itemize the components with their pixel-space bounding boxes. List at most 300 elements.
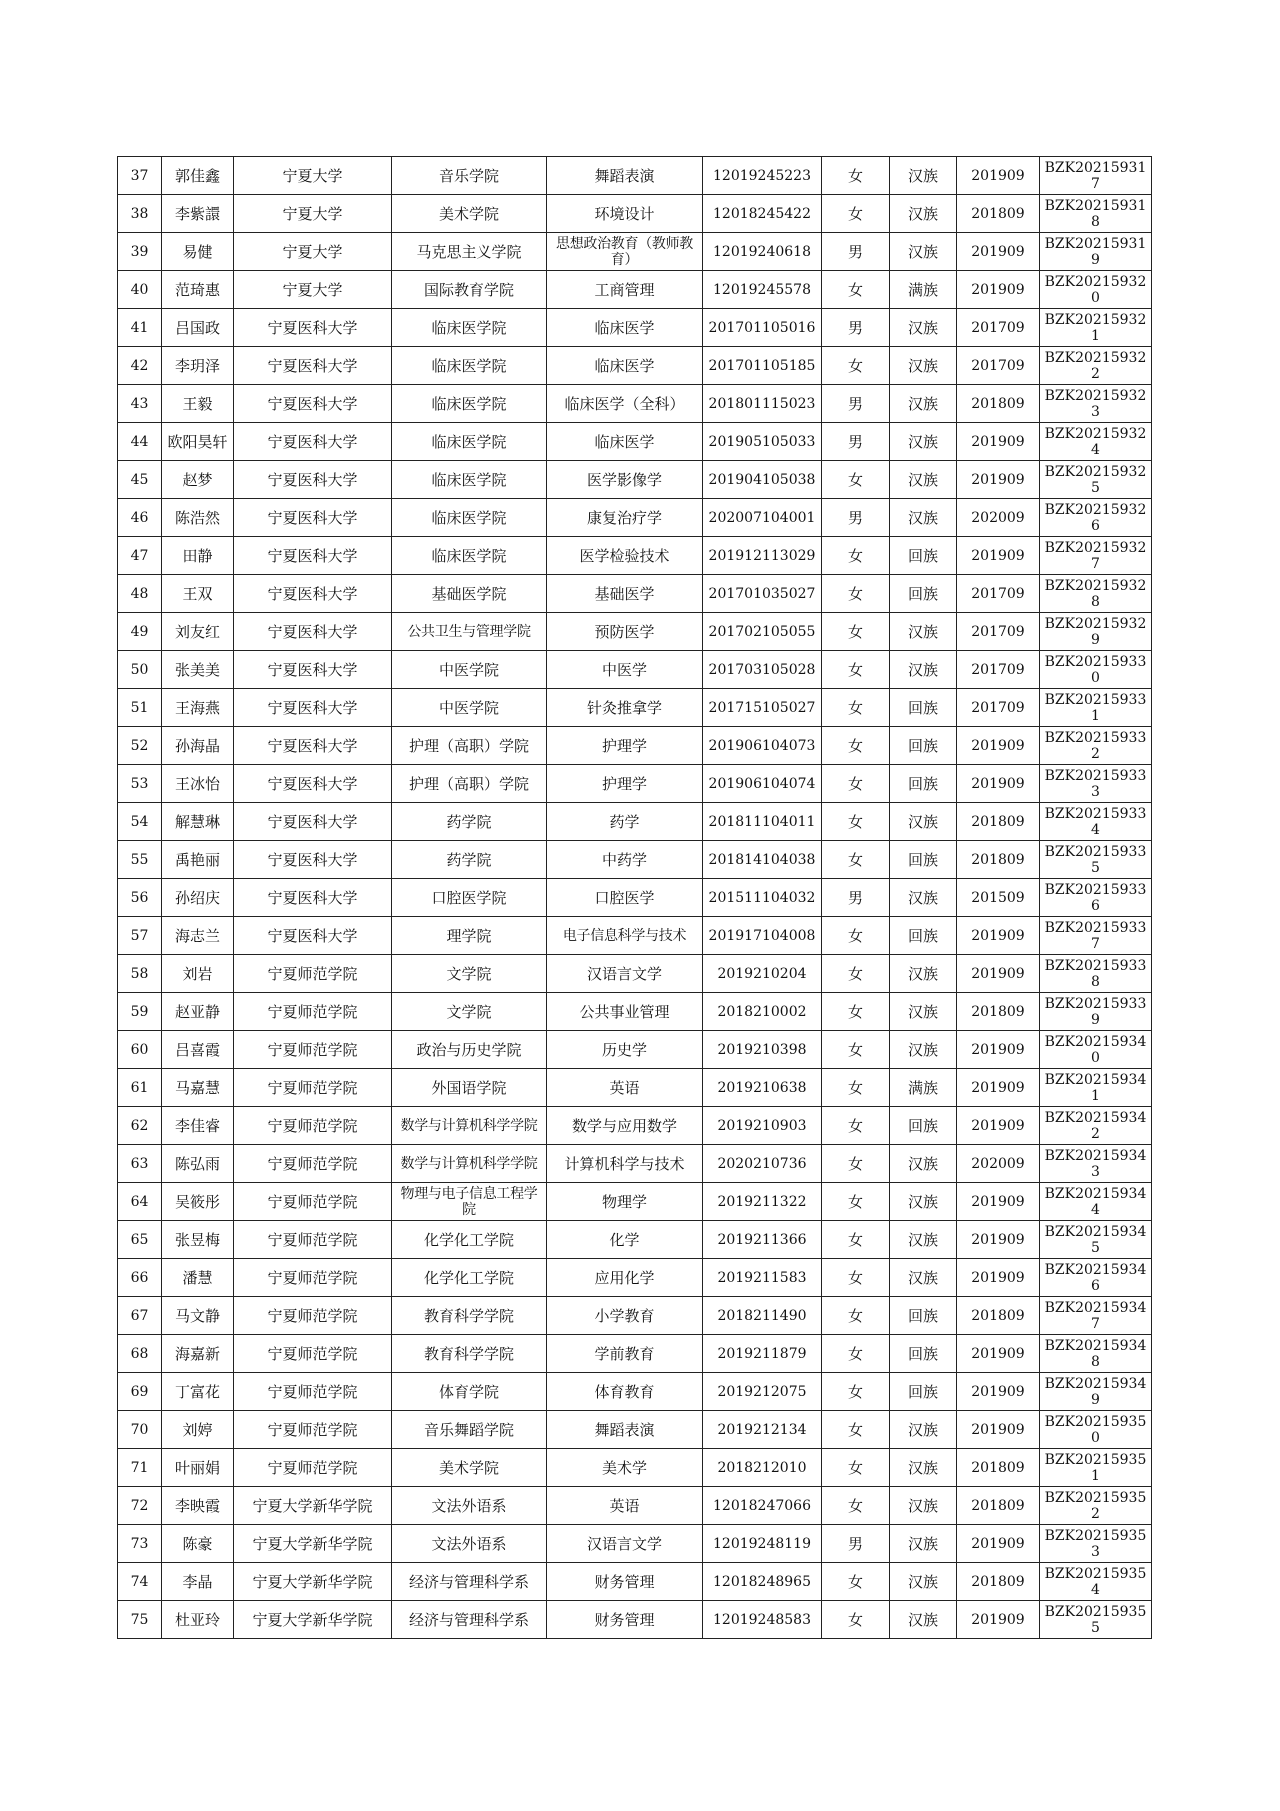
gender-cell: 女	[822, 803, 890, 841]
student-name-cell: 王双	[162, 575, 234, 613]
major-cell: 临床医学	[547, 347, 703, 385]
gender-cell: 男	[822, 385, 890, 423]
row-number-cell: 74	[118, 1563, 162, 1601]
major-cell: 康复治疗学	[547, 499, 703, 537]
major-cell: 医学检验技术	[547, 537, 703, 575]
major-cell: 思想政治教育（教师教育）	[547, 233, 703, 271]
student-name-cell: 孙绍庆	[162, 879, 234, 917]
table-row	[118, 385, 1152, 423]
certificate-number-cell: BZK202159355	[1040, 1601, 1152, 1639]
enrollment-date-cell: 201909	[957, 1107, 1040, 1145]
college-cell: 中医学院	[392, 651, 547, 689]
major-cell: 临床医学	[547, 309, 703, 347]
student-roster-table	[117, 156, 1152, 1639]
college-cell: 护理（高职）学院	[392, 765, 547, 803]
row-number-cell: 43	[118, 385, 162, 423]
table-row	[118, 537, 1152, 575]
ethnicity-cell: 汉族	[890, 879, 957, 917]
row-number-cell: 52	[118, 727, 162, 765]
row-number-cell: 38	[118, 195, 162, 233]
certificate-number-cell: BZK202159335	[1040, 841, 1152, 879]
student-name-cell: 郭佳鑫	[162, 157, 234, 195]
enrollment-date-cell: 201709	[957, 309, 1040, 347]
student-id-cell: 2020210736	[703, 1145, 822, 1183]
gender-cell: 男	[822, 423, 890, 461]
certificate-number-cell: BZK202159352	[1040, 1487, 1152, 1525]
college-cell: 临床医学院	[392, 537, 547, 575]
major-cell: 口腔医学	[547, 879, 703, 917]
table-row	[118, 689, 1152, 727]
college-cell: 临床医学院	[392, 385, 547, 423]
university-cell: 宁夏医科大学	[234, 461, 392, 499]
college-cell: 中医学院	[392, 689, 547, 727]
ethnicity-cell: 汉族	[890, 1221, 957, 1259]
enrollment-date-cell: 201809	[957, 841, 1040, 879]
ethnicity-cell: 汉族	[890, 233, 957, 271]
student-id-cell: 201814104038	[703, 841, 822, 879]
row-number-cell: 51	[118, 689, 162, 727]
gender-cell: 男	[822, 499, 890, 537]
table-row	[118, 195, 1152, 233]
ethnicity-cell: 回族	[890, 537, 957, 575]
certificate-number-cell: BZK202159324	[1040, 423, 1152, 461]
certificate-number-cell: BZK202159351	[1040, 1449, 1152, 1487]
gender-cell: 女	[822, 1259, 890, 1297]
university-cell: 宁夏师范学院	[234, 1107, 392, 1145]
enrollment-date-cell: 201909	[957, 917, 1040, 955]
gender-cell: 女	[822, 689, 890, 727]
table-row	[118, 1031, 1152, 1069]
row-number-cell: 40	[118, 271, 162, 309]
ethnicity-cell: 汉族	[890, 461, 957, 499]
college-cell: 教育科学学院	[392, 1297, 547, 1335]
row-number-cell: 45	[118, 461, 162, 499]
student-name-cell: 田静	[162, 537, 234, 575]
gender-cell: 女	[822, 575, 890, 613]
enrollment-date-cell: 201909	[957, 537, 1040, 575]
certificate-number-cell: BZK202159340	[1040, 1031, 1152, 1069]
university-cell: 宁夏师范学院	[234, 1373, 392, 1411]
student-id-cell: 201906104073	[703, 727, 822, 765]
ethnicity-cell: 回族	[890, 727, 957, 765]
enrollment-date-cell: 201709	[957, 347, 1040, 385]
ethnicity-cell: 回族	[890, 1335, 957, 1373]
roster-body	[118, 157, 1152, 1639]
gender-cell: 女	[822, 1601, 890, 1639]
major-cell: 公共事业管理	[547, 993, 703, 1031]
student-name-cell: 丁富花	[162, 1373, 234, 1411]
student-id-cell: 12019248583	[703, 1601, 822, 1639]
major-cell: 药学	[547, 803, 703, 841]
row-number-cell: 62	[118, 1107, 162, 1145]
row-number-cell: 64	[118, 1183, 162, 1221]
gender-cell: 女	[822, 1335, 890, 1373]
certificate-number-cell: BZK202159339	[1040, 993, 1152, 1031]
university-cell: 宁夏大学新华学院	[234, 1525, 392, 1563]
table-row	[118, 1525, 1152, 1563]
major-cell: 舞蹈表演	[547, 1411, 703, 1449]
student-name-cell: 吴筱彤	[162, 1183, 234, 1221]
university-cell: 宁夏医科大学	[234, 803, 392, 841]
enrollment-date-cell: 201909	[957, 727, 1040, 765]
university-cell: 宁夏师范学院	[234, 1031, 392, 1069]
gender-cell: 女	[822, 1563, 890, 1601]
university-cell: 宁夏医科大学	[234, 309, 392, 347]
table-row	[118, 1449, 1152, 1487]
student-id-cell: 2018212010	[703, 1449, 822, 1487]
college-cell: 教育科学学院	[392, 1335, 547, 1373]
student-name-cell: 李紫譞	[162, 195, 234, 233]
student-id-cell: 12018245422	[703, 195, 822, 233]
ethnicity-cell: 汉族	[890, 1487, 957, 1525]
student-id-cell: 12018248965	[703, 1563, 822, 1601]
major-cell: 财务管理	[547, 1601, 703, 1639]
ethnicity-cell: 满族	[890, 271, 957, 309]
major-cell: 应用化学	[547, 1259, 703, 1297]
enrollment-date-cell: 201509	[957, 879, 1040, 917]
university-cell: 宁夏师范学院	[234, 1297, 392, 1335]
row-number-cell: 75	[118, 1601, 162, 1639]
row-number-cell: 37	[118, 157, 162, 195]
student-id-cell: 201905105033	[703, 423, 822, 461]
university-cell: 宁夏医科大学	[234, 499, 392, 537]
certificate-number-cell: BZK202159344	[1040, 1183, 1152, 1221]
student-id-cell: 12019248119	[703, 1525, 822, 1563]
gender-cell: 女	[822, 841, 890, 879]
college-cell: 国际教育学院	[392, 271, 547, 309]
row-number-cell: 70	[118, 1411, 162, 1449]
student-name-cell: 李佳睿	[162, 1107, 234, 1145]
row-number-cell: 49	[118, 613, 162, 651]
major-cell: 基础医学	[547, 575, 703, 613]
ethnicity-cell: 汉族	[890, 423, 957, 461]
student-id-cell: 201715105027	[703, 689, 822, 727]
table-row	[118, 575, 1152, 613]
college-cell: 公共卫生与管理学院	[392, 613, 547, 651]
major-cell: 护理学	[547, 727, 703, 765]
enrollment-date-cell: 201809	[957, 1297, 1040, 1335]
student-name-cell: 李玥泽	[162, 347, 234, 385]
student-name-cell: 海志兰	[162, 917, 234, 955]
gender-cell: 女	[822, 765, 890, 803]
student-id-cell: 201703105028	[703, 651, 822, 689]
row-number-cell: 66	[118, 1259, 162, 1297]
major-cell: 财务管理	[547, 1563, 703, 1601]
student-id-cell: 2019211366	[703, 1221, 822, 1259]
certificate-number-cell: BZK202159329	[1040, 613, 1152, 651]
student-id-cell: 202007104001	[703, 499, 822, 537]
row-number-cell: 67	[118, 1297, 162, 1335]
gender-cell: 女	[822, 613, 890, 651]
college-cell: 文学院	[392, 993, 547, 1031]
table-row	[118, 1601, 1152, 1639]
student-name-cell: 孙海晶	[162, 727, 234, 765]
student-name-cell: 刘岩	[162, 955, 234, 993]
college-cell: 外国语学院	[392, 1069, 547, 1107]
enrollment-date-cell: 201809	[957, 1449, 1040, 1487]
ethnicity-cell: 汉族	[890, 1145, 957, 1183]
university-cell: 宁夏大学	[234, 157, 392, 195]
certificate-number-cell: BZK202159317	[1040, 157, 1152, 195]
student-id-cell: 201701105016	[703, 309, 822, 347]
ethnicity-cell: 汉族	[890, 1031, 957, 1069]
gender-cell: 女	[822, 651, 890, 689]
gender-cell: 女	[822, 1221, 890, 1259]
certificate-number-cell: BZK202159354	[1040, 1563, 1152, 1601]
student-name-cell: 赵梦	[162, 461, 234, 499]
row-number-cell: 46	[118, 499, 162, 537]
ethnicity-cell: 汉族	[890, 1449, 957, 1487]
certificate-number-cell: BZK202159345	[1040, 1221, 1152, 1259]
major-cell: 针灸推拿学	[547, 689, 703, 727]
university-cell: 宁夏医科大学	[234, 765, 392, 803]
enrollment-date-cell: 202009	[957, 499, 1040, 537]
gender-cell: 女	[822, 1031, 890, 1069]
college-cell: 美术学院	[392, 1449, 547, 1487]
major-cell: 体育教育	[547, 1373, 703, 1411]
university-cell: 宁夏师范学院	[234, 1069, 392, 1107]
major-cell: 历史学	[547, 1031, 703, 1069]
ethnicity-cell: 回族	[890, 917, 957, 955]
student-name-cell: 马嘉慧	[162, 1069, 234, 1107]
university-cell: 宁夏大学新华学院	[234, 1487, 392, 1525]
ethnicity-cell: 回族	[890, 1107, 957, 1145]
student-name-cell: 禹艳丽	[162, 841, 234, 879]
certificate-number-cell: BZK202159323	[1040, 385, 1152, 423]
table-row	[118, 271, 1152, 309]
gender-cell: 女	[822, 461, 890, 499]
college-cell: 药学院	[392, 803, 547, 841]
college-cell: 临床医学院	[392, 461, 547, 499]
table-row	[118, 423, 1152, 461]
college-cell: 音乐舞蹈学院	[392, 1411, 547, 1449]
certificate-number-cell: BZK202159330	[1040, 651, 1152, 689]
ethnicity-cell: 汉族	[890, 651, 957, 689]
student-id-cell: 2019212134	[703, 1411, 822, 1449]
row-number-cell: 42	[118, 347, 162, 385]
enrollment-date-cell: 201809	[957, 1487, 1040, 1525]
certificate-number-cell: BZK202159347	[1040, 1297, 1152, 1335]
student-id-cell: 2019211583	[703, 1259, 822, 1297]
major-cell: 护理学	[547, 765, 703, 803]
student-id-cell: 201906104074	[703, 765, 822, 803]
gender-cell: 女	[822, 1373, 890, 1411]
ethnicity-cell: 汉族	[890, 803, 957, 841]
gender-cell: 女	[822, 917, 890, 955]
college-cell: 理学院	[392, 917, 547, 955]
enrollment-date-cell: 201909	[957, 233, 1040, 271]
student-id-cell: 2019211322	[703, 1183, 822, 1221]
student-id-cell: 2018211490	[703, 1297, 822, 1335]
row-number-cell: 48	[118, 575, 162, 613]
row-number-cell: 68	[118, 1335, 162, 1373]
student-name-cell: 刘婷	[162, 1411, 234, 1449]
university-cell: 宁夏医科大学	[234, 423, 392, 461]
table-row	[118, 309, 1152, 347]
row-number-cell: 61	[118, 1069, 162, 1107]
college-cell: 物理与电子信息工程学院	[392, 1183, 547, 1221]
ethnicity-cell: 汉族	[890, 1259, 957, 1297]
ethnicity-cell: 汉族	[890, 1601, 957, 1639]
student-id-cell: 2019210638	[703, 1069, 822, 1107]
major-cell: 舞蹈表演	[547, 157, 703, 195]
college-cell: 临床医学院	[392, 347, 547, 385]
university-cell: 宁夏医科大学	[234, 385, 392, 423]
gender-cell: 男	[822, 233, 890, 271]
enrollment-date-cell: 201709	[957, 689, 1040, 727]
university-cell: 宁夏大学新华学院	[234, 1563, 392, 1601]
certificate-number-cell: BZK202159332	[1040, 727, 1152, 765]
student-name-cell: 陈弘雨	[162, 1145, 234, 1183]
table-row	[118, 1145, 1152, 1183]
university-cell: 宁夏大学	[234, 195, 392, 233]
table-row	[118, 613, 1152, 651]
student-id-cell: 201912113029	[703, 537, 822, 575]
student-name-cell: 陈豪	[162, 1525, 234, 1563]
ethnicity-cell: 汉族	[890, 1183, 957, 1221]
ethnicity-cell: 回族	[890, 1373, 957, 1411]
college-cell: 美术学院	[392, 195, 547, 233]
certificate-number-cell: BZK202159343	[1040, 1145, 1152, 1183]
university-cell: 宁夏医科大学	[234, 613, 392, 651]
table-row	[118, 347, 1152, 385]
student-name-cell: 吕喜霞	[162, 1031, 234, 1069]
enrollment-date-cell: 201809	[957, 1563, 1040, 1601]
student-id-cell: 2019210398	[703, 1031, 822, 1069]
ethnicity-cell: 汉族	[890, 613, 957, 651]
certificate-number-cell: BZK202159333	[1040, 765, 1152, 803]
gender-cell: 女	[822, 1183, 890, 1221]
major-cell: 环境设计	[547, 195, 703, 233]
student-id-cell: 12018247066	[703, 1487, 822, 1525]
enrollment-date-cell: 201809	[957, 993, 1040, 1031]
row-number-cell: 58	[118, 955, 162, 993]
university-cell: 宁夏师范学院	[234, 1221, 392, 1259]
major-cell: 计算机科学与技术	[547, 1145, 703, 1183]
certificate-number-cell: BZK202159346	[1040, 1259, 1152, 1297]
gender-cell: 男	[822, 1525, 890, 1563]
certificate-number-cell: BZK202159320	[1040, 271, 1152, 309]
university-cell: 宁夏师范学院	[234, 993, 392, 1031]
row-number-cell: 47	[118, 537, 162, 575]
enrollment-date-cell: 201909	[957, 955, 1040, 993]
student-id-cell: 2018210002	[703, 993, 822, 1031]
row-number-cell: 54	[118, 803, 162, 841]
gender-cell: 女	[822, 1145, 890, 1183]
gender-cell: 男	[822, 309, 890, 347]
row-number-cell: 59	[118, 993, 162, 1031]
gender-cell: 女	[822, 1411, 890, 1449]
student-name-cell: 潘慧	[162, 1259, 234, 1297]
major-cell: 化学	[547, 1221, 703, 1259]
student-name-cell: 欧阳昊轩	[162, 423, 234, 461]
major-cell: 工商管理	[547, 271, 703, 309]
student-name-cell: 范琦惠	[162, 271, 234, 309]
student-name-cell: 王冰怡	[162, 765, 234, 803]
student-name-cell: 陈浩然	[162, 499, 234, 537]
major-cell: 预防医学	[547, 613, 703, 651]
college-cell: 护理（高职）学院	[392, 727, 547, 765]
university-cell: 宁夏大学	[234, 233, 392, 271]
enrollment-date-cell: 201909	[957, 1601, 1040, 1639]
ethnicity-cell: 汉族	[890, 157, 957, 195]
enrollment-date-cell: 202009	[957, 1145, 1040, 1183]
table-row	[118, 841, 1152, 879]
table-row	[118, 233, 1152, 271]
row-number-cell: 69	[118, 1373, 162, 1411]
major-cell: 汉语言文学	[547, 1525, 703, 1563]
student-id-cell: 201511104032	[703, 879, 822, 917]
college-cell: 经济与管理科学系	[392, 1563, 547, 1601]
student-id-cell: 2019210204	[703, 955, 822, 993]
table-row	[118, 955, 1152, 993]
certificate-number-cell: BZK202159336	[1040, 879, 1152, 917]
college-cell: 临床医学院	[392, 499, 547, 537]
major-cell: 小学教育	[547, 1297, 703, 1335]
row-number-cell: 65	[118, 1221, 162, 1259]
student-id-cell: 12019240618	[703, 233, 822, 271]
college-cell: 药学院	[392, 841, 547, 879]
certificate-number-cell: BZK202159350	[1040, 1411, 1152, 1449]
university-cell: 宁夏大学	[234, 271, 392, 309]
student-name-cell: 张美美	[162, 651, 234, 689]
row-number-cell: 63	[118, 1145, 162, 1183]
gender-cell: 女	[822, 1107, 890, 1145]
major-cell: 临床医学（全科）	[547, 385, 703, 423]
student-id-cell: 201801115023	[703, 385, 822, 423]
certificate-number-cell: BZK202159327	[1040, 537, 1152, 575]
student-id-cell: 201917104008	[703, 917, 822, 955]
row-number-cell: 39	[118, 233, 162, 271]
university-cell: 宁夏师范学院	[234, 1145, 392, 1183]
ethnicity-cell: 满族	[890, 1069, 957, 1107]
enrollment-date-cell: 201709	[957, 613, 1040, 651]
enrollment-date-cell: 201909	[957, 765, 1040, 803]
ethnicity-cell: 汉族	[890, 499, 957, 537]
row-number-cell: 53	[118, 765, 162, 803]
gender-cell: 女	[822, 157, 890, 195]
enrollment-date-cell: 201709	[957, 575, 1040, 613]
college-cell: 化学化工学院	[392, 1259, 547, 1297]
college-cell: 政治与历史学院	[392, 1031, 547, 1069]
major-cell: 学前教育	[547, 1335, 703, 1373]
row-number-cell: 72	[118, 1487, 162, 1525]
table-row	[118, 157, 1152, 195]
enrollment-date-cell: 201909	[957, 1525, 1040, 1563]
student-id-cell: 2019212075	[703, 1373, 822, 1411]
gender-cell: 女	[822, 347, 890, 385]
ethnicity-cell: 汉族	[890, 993, 957, 1031]
student-id-cell: 2019210903	[703, 1107, 822, 1145]
student-name-cell: 李映霞	[162, 1487, 234, 1525]
student-id-cell: 12019245223	[703, 157, 822, 195]
gender-cell: 女	[822, 955, 890, 993]
certificate-number-cell: BZK202159342	[1040, 1107, 1152, 1145]
certificate-number-cell: BZK202159348	[1040, 1335, 1152, 1373]
university-cell: 宁夏医科大学	[234, 879, 392, 917]
university-cell: 宁夏医科大学	[234, 841, 392, 879]
student-id-cell: 201702105055	[703, 613, 822, 651]
table-row	[118, 1411, 1152, 1449]
college-cell: 基础医学院	[392, 575, 547, 613]
college-cell: 化学化工学院	[392, 1221, 547, 1259]
student-name-cell: 王海燕	[162, 689, 234, 727]
major-cell: 汉语言文学	[547, 955, 703, 993]
ethnicity-cell: 汉族	[890, 309, 957, 347]
table-row	[118, 1221, 1152, 1259]
enrollment-date-cell: 201909	[957, 271, 1040, 309]
student-name-cell: 赵亚静	[162, 993, 234, 1031]
